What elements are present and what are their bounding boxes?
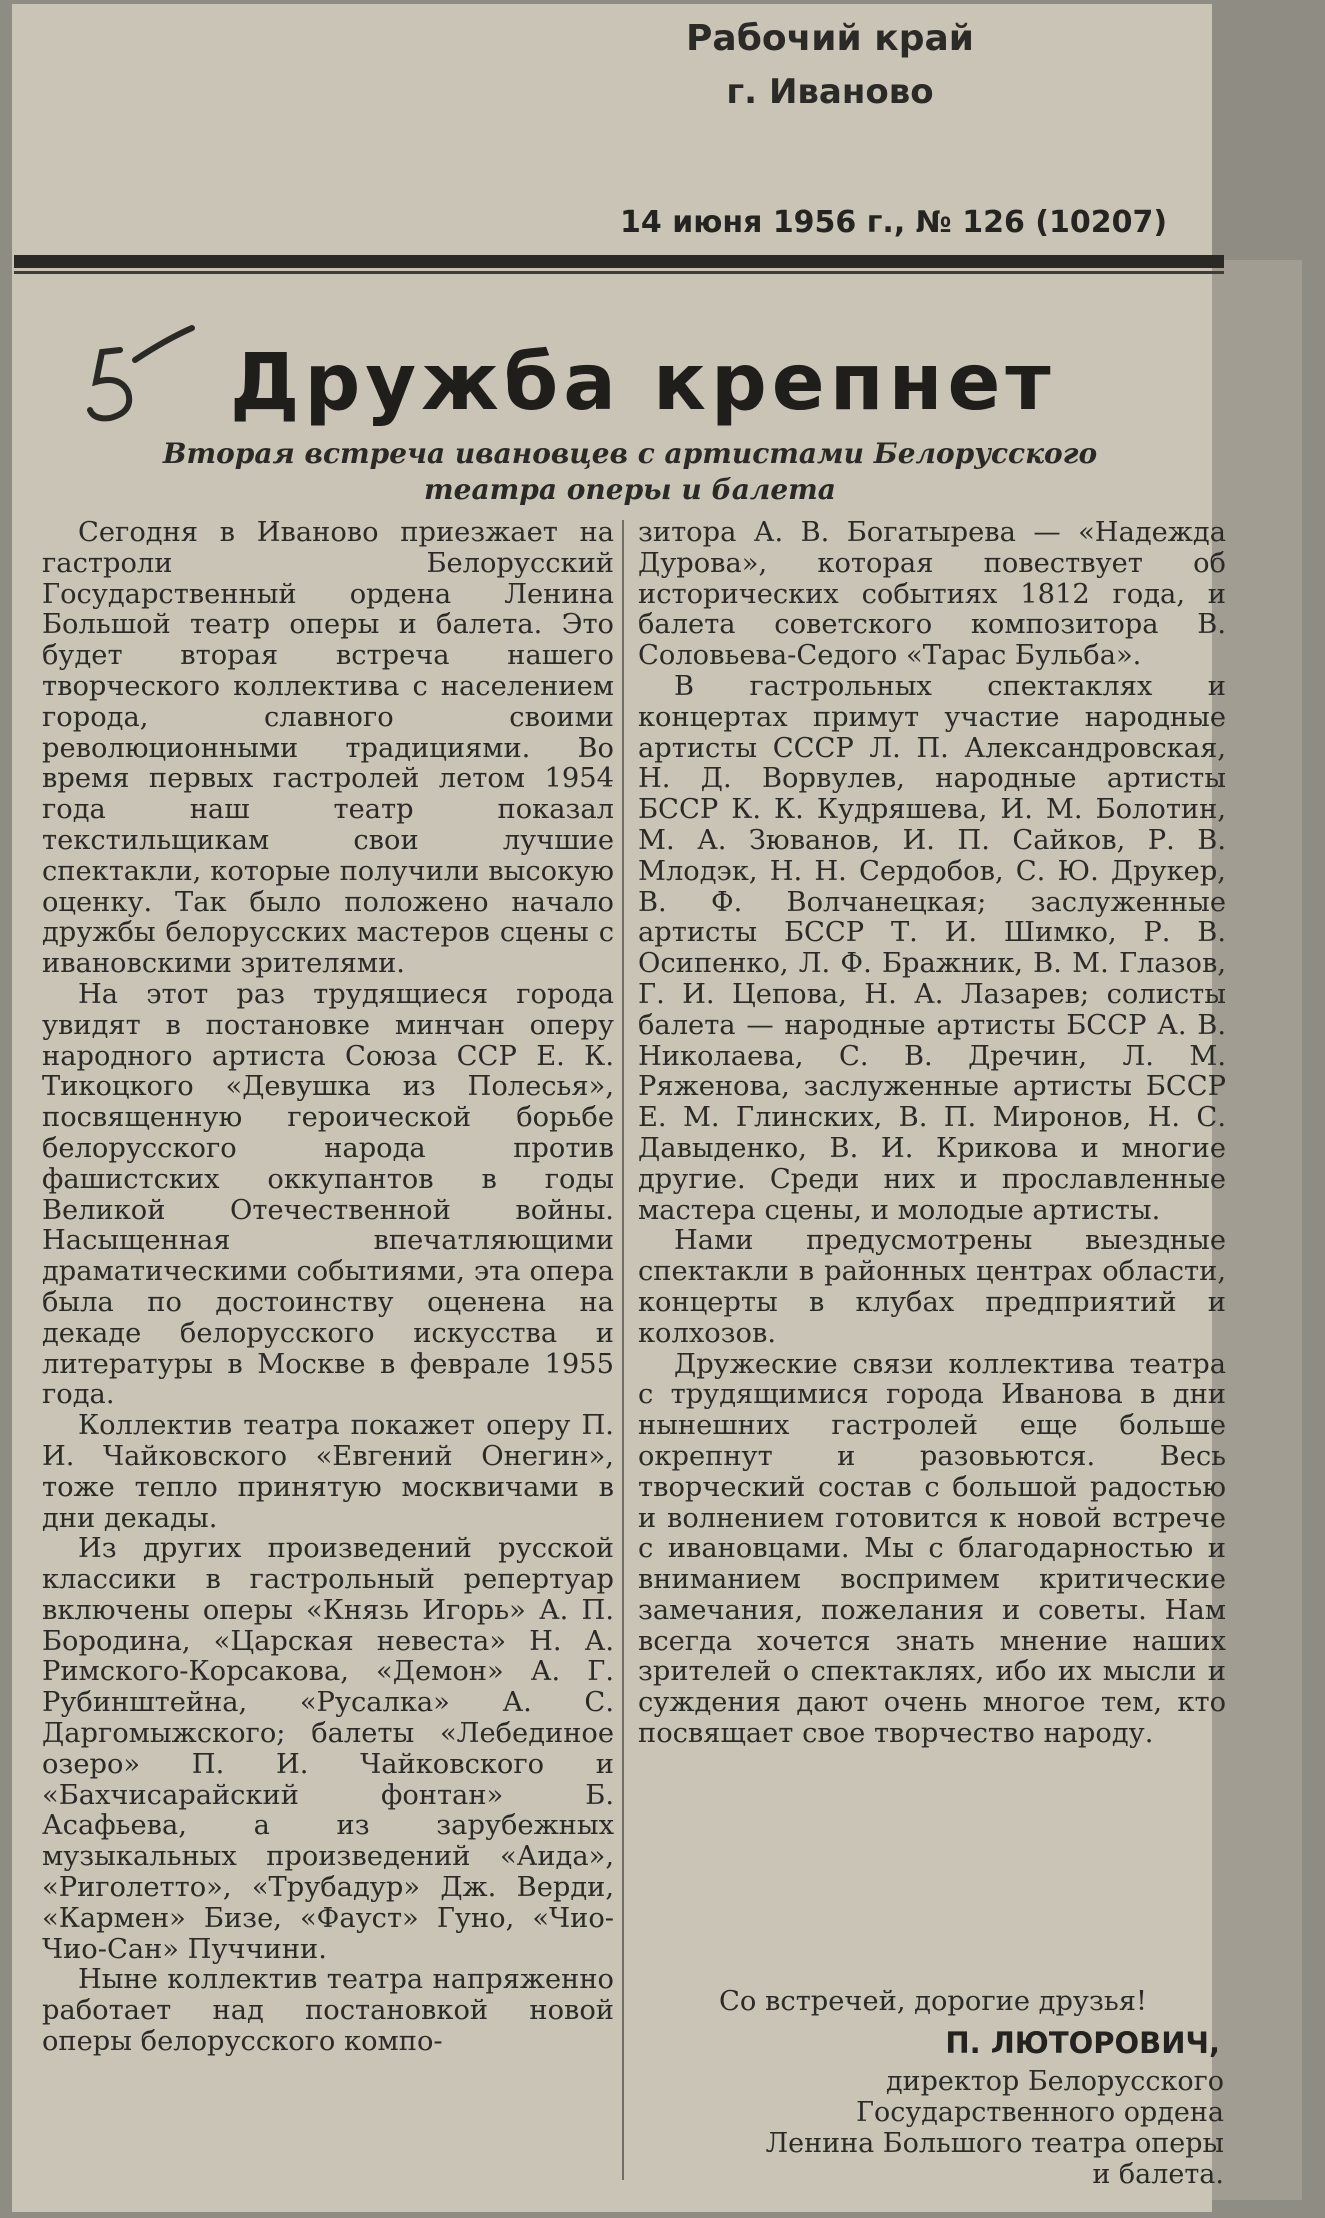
article-column-right xyxy=(638,518,1226,1750)
article-subheadline: Вторая встреча ивановцев с артистами Белорусского театра оперы и балета xyxy=(162,437,1098,506)
paragraph: Нами предусмотрены выездные спектакли в районных центрах области, концерты в клубах предприятий и колхозов. xyxy=(638,1225,1226,1349)
newspaper-city: г. Иваново xyxy=(726,72,934,112)
paragraph: зитора А. В. Богатырева — «Надежда Дурова», которая повествует об исторических событиях 1812 года, и балета советского композитора В. Соловьева-Седого «Тарас Бульба». xyxy=(638,517,1226,672)
author-title: директор Белорусского Государственного ордена Ленина Большого театра оперы и балета. xyxy=(765,2066,1224,2190)
paragraph: Из других произведений русской классики в гастрольный репертуар включены оперы «Князь Игорь» А. П. Бородина, «Царская невеста» Н. А. Римского-Корсакова, «Демон» А. Г. Рубинштейна, «Русалка» А. С. Даргомыжского; балеты «Лебединое озеро» П. И. Чайковского и «Бахчисарайский фонтан» Б. Асафьева, а из зарубежных музыкальных произведений «Аида», «Риголетто», «Трубадур» Дж. Верди, «Кармен» Бизе, «Фауст» Гуно, «Чио-Чио-Сан» Пуччини. xyxy=(42,1533,614,1965)
handwritten-number-mark xyxy=(80,320,200,430)
newspaper-name: Рабочий край xyxy=(686,18,974,59)
closing-greeting: Со встречей, дорогие друзья! xyxy=(719,1986,1147,2017)
column-divider xyxy=(622,520,624,2180)
article-headline: Дружба крепнет xyxy=(230,338,1056,428)
paragraph: Ныне коллектив театра напряженно работает над постановкой новой оперы белорусского компо- xyxy=(42,1964,614,2058)
paragraph: Сегодня в Иваново приезжает на гастроли Белорусский Государственный ордена Ленина Большой театр оперы и балета. Это будет вторая встреча нашего творческого коллектива с населением города, славного своими революционными традициями. Во время первых гастролей летом 1954 года наш театр показал текстильщикам свои лучшие спектакли, которые получили высокую оценку. Так было положено начало дружбы белорусских мастеров сцены с ивановскими зрителями. xyxy=(42,517,614,980)
author-signature: П. ЛЮТОРОВИЧ, xyxy=(945,2026,1220,2060)
paragraph: Коллектив театра покажет оперу П. И. Чайковского «Евгений Онегин», тоже тепло принятую москвичами в дни декады. xyxy=(42,1410,614,1534)
paragraph: На этот раз трудящиеся города увидят в постановке минчан оперу народного артиста Союза ССР Е. К. Тикоцкого «Девушка из Полесья», посвященную героической борьбе белорусского народа против фашистских оккупантов в годы Великой Отечественной войны. Насыщенная впечатляющими драматическими событиями, эта опера была по достоинству оценена на декаде белорусского искусства и литературы в Москве в феврале 1955 года. xyxy=(42,978,614,1411)
header-rule xyxy=(14,255,1224,268)
paragraph: Дружеские связи коллектива театра с трудящимися города Иванова в дни нынешних гастролей еще больше окрепнут и разовьются. Весь творческий состав с большой радостью и волнением готовится к новой встрече с ивановцами. Мы с благодарностью и вниманием воспримем критические замечания, пожелания и советы. Нам всегда хочется знать мнение наших зрителей о спектаклях, ибо их мысли и суждения дают очень многое тем, кто посвящает свое творчество народу. xyxy=(638,1348,1226,1750)
paragraph: В гастрольных спектаклях и концертах примут участие народные артисты СССР Л. П. Александровская, Н. Д. Ворвулев, народные артисты БССР К. К. Кудряшева, И. М. Болотин, М. А. Зюванов, И. П. Сайков, Р. В. Млодэк, Н. Н. Сердобов, С. Ю. Друкер, В. Ф. Волчанецкая; заслуженные артисты БССР Т. И. Шимко, Р. В. Осипенко, Л. Ф. Бражник, В. М. Глазов, Г. И. Цепова, Н. А. Лазарев; солисты балета — народные артисты БССР А. В. Николаева, С. В. Дречин, Л. М. Ряженова, заслуженные артисты БССР Е. М. Глинских, В. П. Миронов, Н. С. Давыденко, В. И. Крикова и многие другие. Среди них и прославленные мастера сцены, и молодые артисты. xyxy=(638,670,1226,1226)
article-column-left xyxy=(42,518,614,2058)
header-rule-thin xyxy=(14,271,1224,274)
issue-date-line: 14 июня 1956 г., № 126 (10207) xyxy=(620,205,1168,240)
